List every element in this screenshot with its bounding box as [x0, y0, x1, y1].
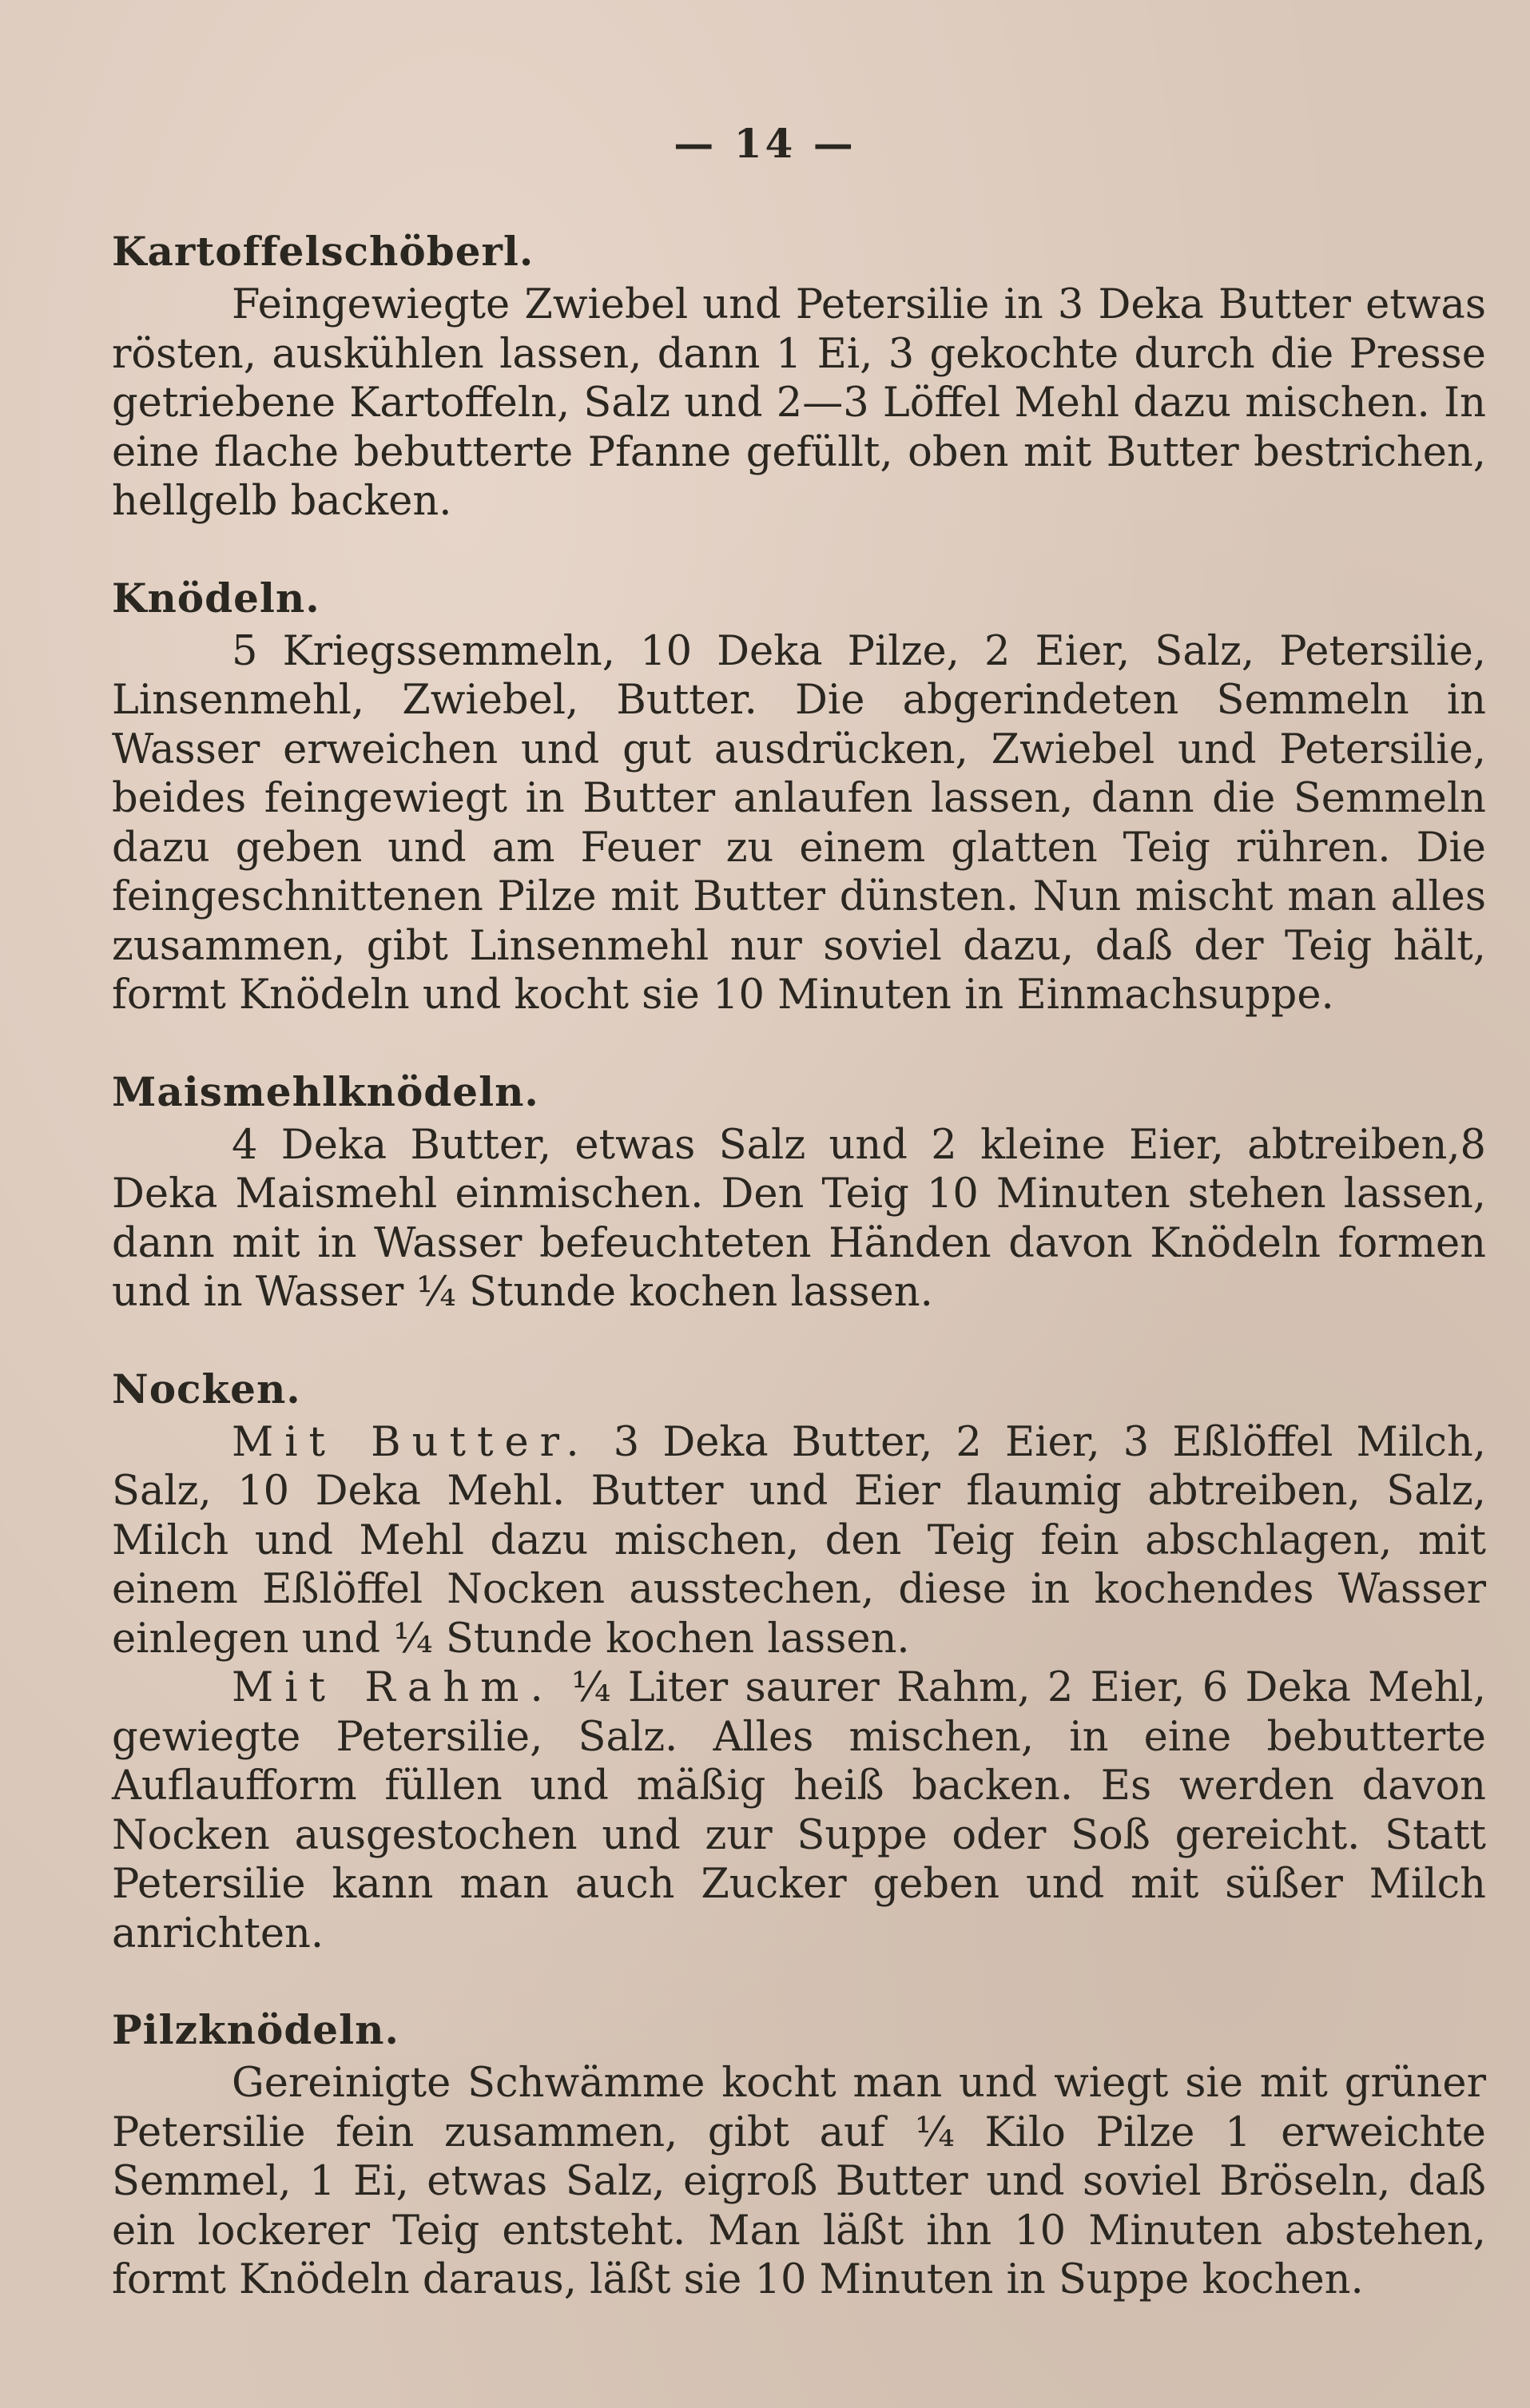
paragraph-text: 4 Deka Butter, etwas Salz und 2 kleine Eier, abtreiben,8 Deka Maismehl einmischen. Den Teig 10 Minuten stehen lassen, dann mit in Wasser befeuchteten Händen davon Knödeln formen und in Wasser ¼ Stunde kochen lassen.: [112, 1121, 1486, 1316]
recipe: [112, 2006, 1486, 2305]
recipe-paragraph: [112, 1418, 1486, 1664]
page-number: — 14 —: [674, 120, 856, 167]
paragraph-text: 3 Deka Butter, 2 Eier, 3 Eßlöffel Milch, Salz, 10 Deka Mehl. Butter und Eier flaumig abtreiben, Salz, Milch und Mehl dazu mischen, den Teig fein abschlagen, mit einem Eßlöffel Nocken ausstechen, diese in kochendes Wasser einlegen und ¼ Stunde kochen lassen.: [112, 1418, 1486, 1663]
recipe: [112, 1365, 1486, 1959]
recipe: [112, 228, 1486, 527]
paragraph-text: ¼ Liter saurer Rahm, 2 Eier, 6 Deka Mehl, gewiegte Petersilie, Salz. Alles mischen, in eine bebutterte Auflaufform füllen und mäßig heiß backen. Es werden davon Nocken ausgestochen und zur Suppe oder Soß gereicht. Statt Petersilie kann man auch Zucker geben und mit süßer Milch anrichten.: [112, 1664, 1486, 1957]
recipe: [112, 1068, 1486, 1317]
recipe-paragraph: [112, 2059, 1486, 2305]
paragraph-text: Gereinigte Schwämme kocht man und wiegt sie mit grüner Petersilie fein zusammen, gibt auf ¼ Kilo Pilze 1 erweichte Semmel, 1 Ei, etwas Salz, eigroß Butter und soviel Bröseln, daß ein lockerer Teig entsteht. Man läßt ihn 10 Minuten abstehen, formt Knödeln daraus, läßt sie 10 Minuten in Suppe kochen.: [112, 2060, 1486, 2303]
page-content: [112, 228, 1486, 2353]
paragraph-lead: Mit Butter.: [232, 1418, 590, 1466]
recipe-paragraph: [112, 627, 1486, 1020]
recipe-paragraph: [112, 1121, 1486, 1317]
recipe-title: Pilzknödeln.: [112, 2006, 399, 2053]
recipe-title: Maismehlknödeln.: [112, 1067, 539, 1115]
recipe: [112, 574, 1486, 1020]
paragraph-lead: Mit Rahm.: [232, 1664, 554, 1711]
recipe-paragraph: [112, 1663, 1486, 1958]
recipe-title: Nocken.: [112, 1365, 301, 1413]
paragraph-text: Feingewiegte Zwiebel und Petersilie in 3 Deka Butter etwas rösten, auskühlen lassen, dann 1 Ei, 3 gekochte durch die Presse getriebene Kartoffeln, Salz und 2—3 Löffel Mehl dazu mischen. In eine flache bebutterte Pfanne gefüllt, oben mit Butter bestrichen, hellgelb backen.: [112, 281, 1486, 525]
recipe-paragraph: [112, 280, 1486, 527]
recipe-title: Knödeln.: [112, 574, 320, 622]
recipe-title: Kartoffelschöberl.: [112, 228, 535, 275]
paragraph-text: 5 Kriegssemmeln, 10 Deka Pilze, 2 Eier, Salz, Petersilie, Linsenmehl, Zwiebel, Butter. Die abgerindeten Semmeln in Wasser erweichen und gut ausdrücken, Zwiebel und Petersilie, beides feingewiegt in Butter anlaufen lassen, dann die Semmeln dazu geben und am Feuer zu einem glatten Teig rühren. Die feingeschnittenen Pilze mit Butter dünsten. Nun mischt man alles zusammen, gibt Linsenmehl nur soviel dazu, daß der Teig hält, formt Knödeln und kocht sie 10 Minuten in Einmachsuppe.: [112, 627, 1486, 1019]
